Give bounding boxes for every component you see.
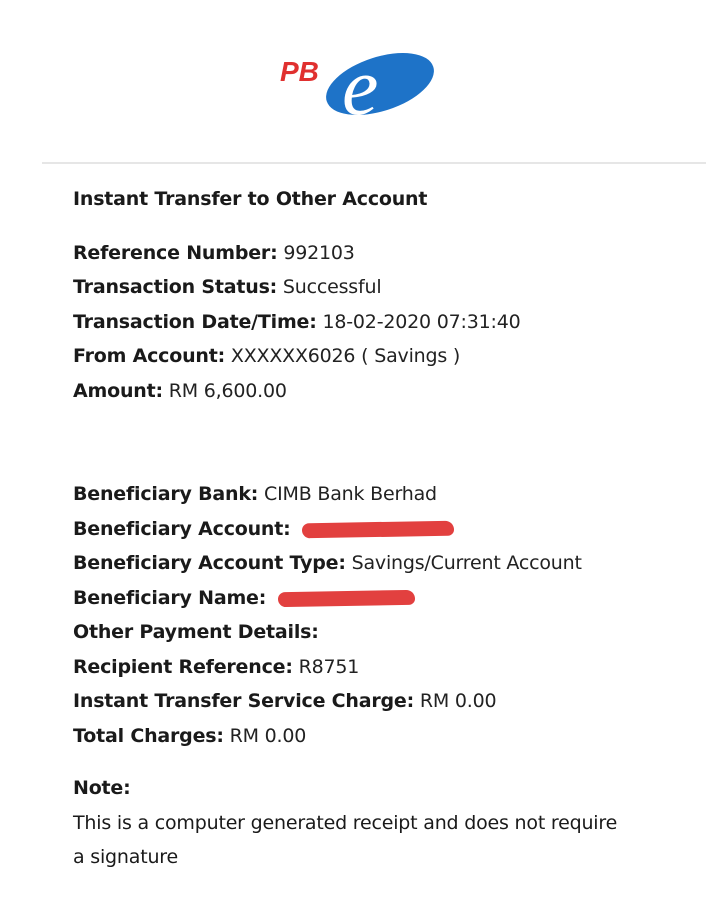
total-charges-row xyxy=(73,719,703,754)
service-charge-row xyxy=(73,684,703,719)
reference-number-label: Reference Number: xyxy=(73,241,278,264)
transaction-datetime-value: 18-02-2020 07:31:40 xyxy=(322,310,521,333)
e-logo-letter: e xyxy=(342,44,379,124)
service-charge-value: RM 0.00 xyxy=(419,690,497,712)
beneficiary-account-label: Beneficiary Account: xyxy=(73,517,291,540)
other-payment-details-row xyxy=(73,615,703,650)
amount-value: RM 6,600.00 xyxy=(168,379,287,402)
beneficiary-account-type-value: Savings/Current Account xyxy=(351,552,582,574)
section-spacer xyxy=(73,408,703,477)
logo-swoosh xyxy=(318,44,440,124)
note-label: Note: xyxy=(73,777,131,799)
recipient-reference-value: R8751 xyxy=(298,655,360,678)
other-payment-details-label: Other Payment Details: xyxy=(73,621,319,643)
header-divider xyxy=(42,162,706,164)
receipt-title: Instant Transfer to Other Account xyxy=(73,188,428,210)
transaction-datetime-label: Transaction Date/Time: xyxy=(73,310,317,333)
service-charge-label: Instant Transfer Service Charge: xyxy=(73,690,415,712)
from-account-label: From Account: xyxy=(73,345,226,367)
beneficiary-name-redaction xyxy=(278,589,415,606)
transaction-status-row xyxy=(73,270,703,305)
beneficiary-name-label: Beneficiary Name: xyxy=(73,586,267,609)
reference-number-value: 992103 xyxy=(283,241,355,264)
beneficiary-details xyxy=(73,477,703,753)
reference-number-row xyxy=(73,236,703,271)
transaction-status-value: Successful xyxy=(282,276,382,298)
beneficiary-name-row xyxy=(73,581,703,616)
note-spacer xyxy=(73,753,703,771)
pbe-logo xyxy=(280,44,440,124)
receipt-body xyxy=(73,182,703,875)
from-account-value: XXXXXX6026 ( Savings ) xyxy=(230,345,461,367)
total-charges-value: RM 0.00 xyxy=(229,724,307,747)
amount-label: Amount: xyxy=(73,379,163,402)
pb-logo-letters: PB xyxy=(280,56,319,87)
recipient-reference-label: Recipient Reference: xyxy=(73,655,293,678)
transaction-details xyxy=(73,236,703,409)
from-account-row xyxy=(73,339,703,374)
pbe-logo-icon xyxy=(280,44,440,124)
beneficiary-bank-label: Beneficiary Bank: xyxy=(73,483,259,505)
beneficiary-account-row xyxy=(73,512,703,547)
beneficiary-bank-row xyxy=(73,477,703,512)
transaction-status-label: Transaction Status: xyxy=(73,276,278,298)
amount-row xyxy=(73,374,703,409)
beneficiary-account-redaction xyxy=(302,520,454,538)
total-charges-label: Total Charges: xyxy=(73,724,224,747)
beneficiary-account-type-row xyxy=(73,546,703,581)
note-text: This is a computer generated receipt and does not require a signature xyxy=(73,811,618,868)
beneficiary-account-type-label: Beneficiary Account Type: xyxy=(73,552,346,574)
beneficiary-bank-value: CIMB Bank Berhad xyxy=(264,483,437,505)
note-section xyxy=(73,771,703,875)
recipient-reference-row xyxy=(73,650,703,685)
transaction-datetime-row xyxy=(73,305,703,340)
